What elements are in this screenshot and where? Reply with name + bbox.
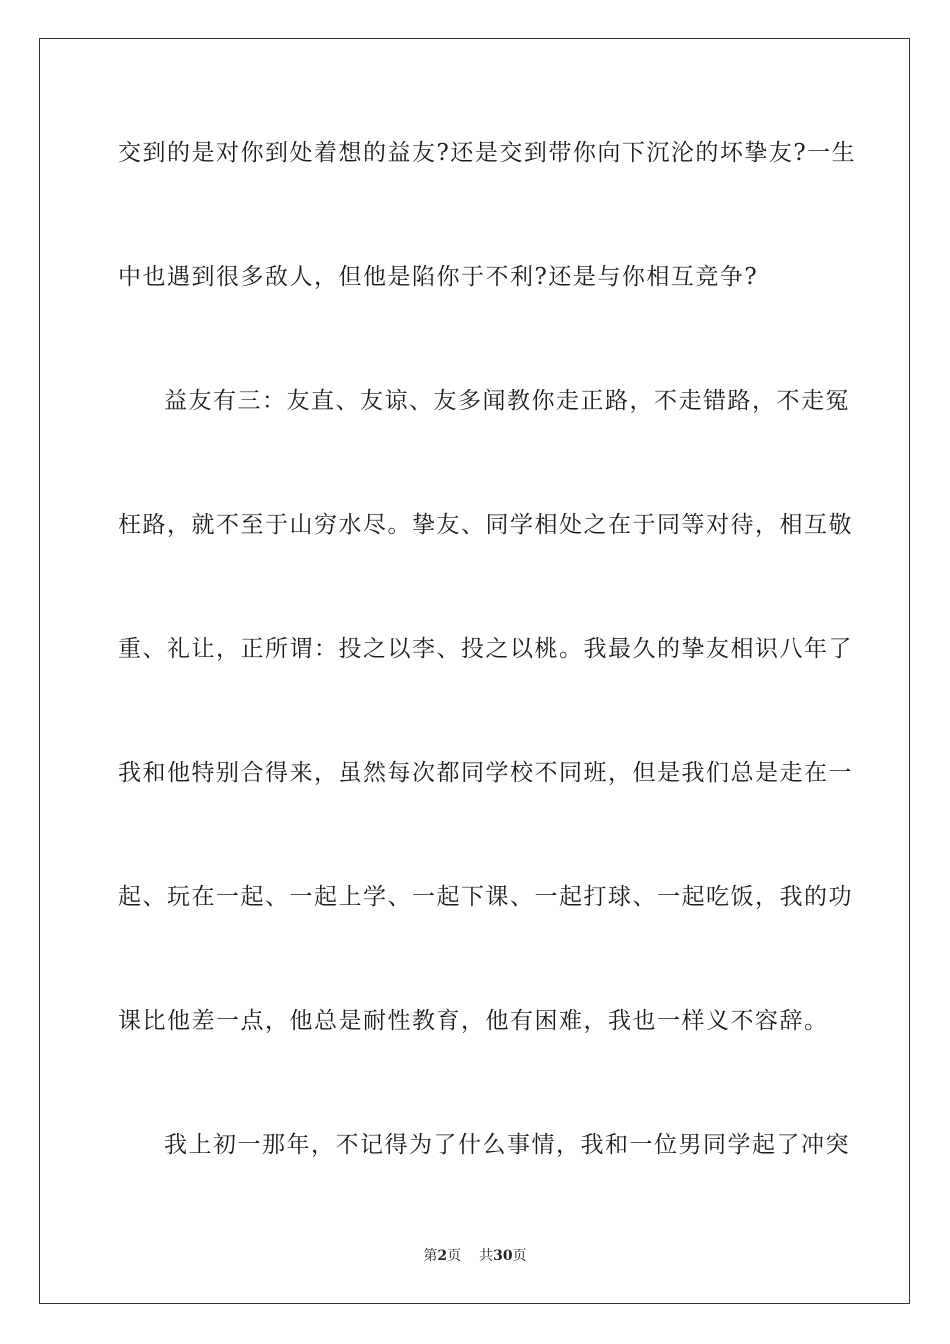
body-text-line-1: 交到的是对你到处着想的益友?还是交到带你向下沉沦的坏挚友?一生	[118, 140, 857, 166]
page-border	[39, 38, 910, 1304]
body-text-line-5: 重、礼让，正所谓：投之以李、投之以桃。我最久的挚友相识八年了	[118, 636, 853, 662]
body-text-line-8: 课比他差一点，他总是耐性教育，他有困难，我也一样义不容辞。	[118, 1008, 829, 1034]
total-pages: 30	[493, 1248, 513, 1264]
body-text-line-2: 中也遇到很多敌人，但他是陷你于不利?还是与你相互竞争?	[118, 264, 759, 290]
page-prefix: 第	[423, 1248, 438, 1264]
body-text-line-3: 益友有三：友直、友谅、友多闻教你走正路，不走错路，不走冤	[164, 388, 850, 414]
page-number: 2	[437, 1248, 448, 1264]
body-text-line-7: 起、玩在一起、一起上学、一起下课、一起打球、一起吃饭，我的功	[118, 884, 853, 910]
body-text-line-6: 我和他特别合得来，虽然每次都同学校不同班，但是我们总是走在一	[118, 760, 853, 786]
page-footer	[0, 1246, 950, 1266]
total-suffix: 页	[512, 1248, 527, 1264]
body-text-line-9: 我上初一那年，不记得为了什么事情，我和一位男同学起了冲突	[164, 1132, 850, 1158]
page-suffix: 页	[447, 1248, 462, 1264]
body-text-line-4: 枉路，就不至于山穷水尽。挚友、同学相处之在于同等对待，相互敬	[118, 512, 853, 538]
total-prefix: 共	[479, 1248, 494, 1264]
